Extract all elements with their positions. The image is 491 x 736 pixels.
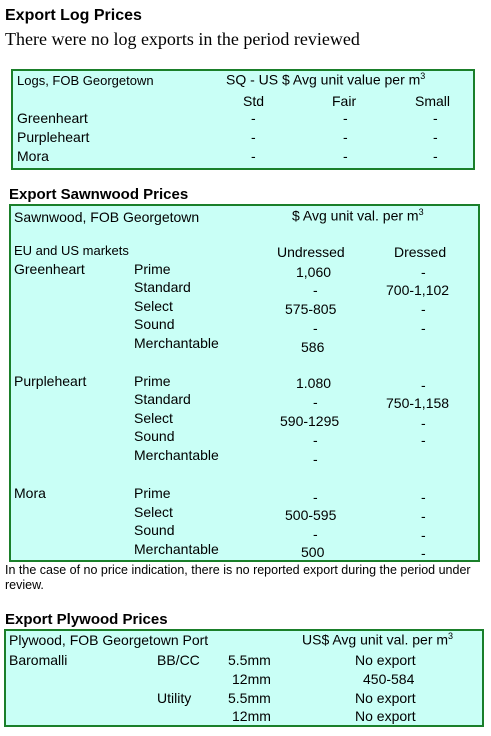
ply-table-label: Plywood, FOB Georgetown Port bbox=[9, 632, 209, 648]
sawn-table-label: Sawnwood, FOB Georgetown bbox=[14, 209, 200, 225]
ply-value: No export bbox=[355, 652, 416, 668]
log-cell: - bbox=[251, 148, 256, 164]
sawn-grade: Standard bbox=[134, 391, 191, 407]
ply-size: 12mm bbox=[232, 708, 271, 724]
sawn-undressed-cell: 1,060 bbox=[296, 264, 332, 280]
log-value-header: SQ - US $ Avg unit value per $m^3$ bbox=[226, 71, 426, 88]
sawn-dressed-cell: 750-1,158 bbox=[386, 395, 450, 411]
sawn-markets-label: EU and US markets bbox=[14, 243, 129, 258]
log-cell: - bbox=[343, 110, 348, 126]
sawn-grade: Select bbox=[134, 298, 173, 314]
sawn-dressed-cell: - bbox=[421, 508, 426, 524]
ply-value-header: US$ Avg unit val. per $m^3$ bbox=[302, 631, 454, 648]
sawn-section-heading: Export Sawnwood Prices bbox=[9, 186, 189, 203]
sawn-grade: Sound bbox=[134, 522, 175, 538]
sawn-undressed-cell: 500 bbox=[301, 544, 325, 560]
sawn-footnote: In the case of no price indication, there is no reported export during the period under review. bbox=[5, 563, 471, 592]
sawn-dressed-cell: - bbox=[421, 415, 426, 431]
ply-size: 5.5mm bbox=[228, 652, 271, 668]
log-cell: - bbox=[251, 110, 256, 126]
sawn-undressed-cell: - bbox=[313, 489, 318, 505]
sawn-undressed-cell: 590-1295 bbox=[280, 413, 340, 429]
sawn-undressed-cell: 500-595 bbox=[285, 507, 337, 523]
sawn-species-mora: Mora bbox=[14, 485, 46, 501]
ply-grade: Utility bbox=[157, 690, 192, 706]
sawn-dressed-cell: - bbox=[421, 489, 426, 505]
sawn-undressed-cell: 586 bbox=[301, 339, 325, 355]
log-price-table bbox=[11, 69, 475, 170]
ply-size: 12mm bbox=[232, 671, 271, 687]
log-col-fair: Fair bbox=[332, 93, 357, 109]
sawn-value-header: $ Avg unit val. per $m^3$ bbox=[292, 207, 424, 224]
log-cell: - bbox=[343, 129, 348, 145]
sawn-grade: Select bbox=[134, 410, 173, 426]
sawn-dressed-cell: - bbox=[421, 320, 426, 336]
sawn-grade: Merchantable bbox=[134, 541, 219, 557]
ply-grade: BB/CC bbox=[157, 652, 200, 668]
ply-species-label: Baromalli bbox=[9, 652, 68, 668]
sawn-undressed-cell: - bbox=[313, 282, 318, 298]
sawn-price-table bbox=[9, 204, 480, 562]
sawn-grade: Prime bbox=[134, 373, 171, 389]
log-col-std: Std bbox=[243, 93, 265, 109]
sawn-grade: Prime bbox=[134, 485, 171, 501]
ply-value: No export bbox=[355, 708, 416, 724]
sawn-undressed-cell: - bbox=[313, 320, 318, 336]
sawn-undressed-cell: - bbox=[313, 432, 318, 448]
ply-size: 5.5mm bbox=[228, 690, 271, 706]
sawn-dressed-cell: - bbox=[421, 377, 426, 393]
ply-price-table bbox=[4, 629, 484, 727]
sawn-undressed-cell: - bbox=[313, 451, 318, 467]
sawn-grade: Prime bbox=[134, 261, 171, 277]
ply-section-heading: Export Plywood Prices bbox=[5, 611, 168, 628]
log-cell: - bbox=[343, 148, 348, 164]
log-cell: - bbox=[433, 110, 438, 126]
sawn-undressed-cell: 575-805 bbox=[285, 301, 337, 317]
sawn-undressed-cell: - bbox=[313, 394, 318, 410]
sawn-dressed-cell: - bbox=[421, 527, 426, 543]
log-cell: - bbox=[251, 129, 256, 145]
sawn-dressed-cell: - bbox=[421, 264, 426, 280]
log-row-label: Purpleheart bbox=[17, 129, 90, 145]
sawn-dressed-cell: - bbox=[421, 432, 426, 448]
log-cell: - bbox=[433, 148, 438, 164]
log-col-small: Small bbox=[415, 93, 451, 109]
ply-value: No export bbox=[355, 690, 416, 706]
log-cell: - bbox=[433, 129, 438, 145]
log-row-label: Mora bbox=[17, 148, 49, 164]
log-section-heading: Export Log Prices bbox=[5, 7, 142, 24]
sawn-grade: Merchantable bbox=[134, 447, 219, 463]
sawn-dressed-cell: - bbox=[421, 545, 426, 561]
log-row-label: Greenheart bbox=[17, 110, 88, 126]
sawn-col-dressed: Dressed bbox=[394, 244, 447, 260]
sawn-undressed-cell: - bbox=[313, 526, 318, 542]
sawn-undressed-cell: 1.080 bbox=[296, 375, 332, 391]
log-subtitle: There were no log exports in the period reviewed bbox=[5, 29, 360, 49]
sawn-grade: Merchantable bbox=[134, 335, 219, 351]
sawn-dressed-cell: 700-1,102 bbox=[386, 282, 450, 298]
sawn-dressed-cell: - bbox=[421, 301, 426, 317]
sawn-species-greenheart: Greenheart bbox=[14, 261, 85, 277]
sawn-species-purpleheart: Purpleheart bbox=[14, 373, 87, 389]
sawn-grade: Sound bbox=[134, 428, 175, 444]
sawn-col-undressed: Undressed bbox=[277, 244, 345, 260]
log-table-label: Logs, FOB Georgetown bbox=[17, 73, 154, 88]
sawn-grade: Standard bbox=[134, 279, 191, 295]
sawn-grade: Select bbox=[134, 504, 173, 520]
sawn-grade: Sound bbox=[134, 316, 175, 332]
ply-value: 450-584 bbox=[363, 671, 415, 687]
